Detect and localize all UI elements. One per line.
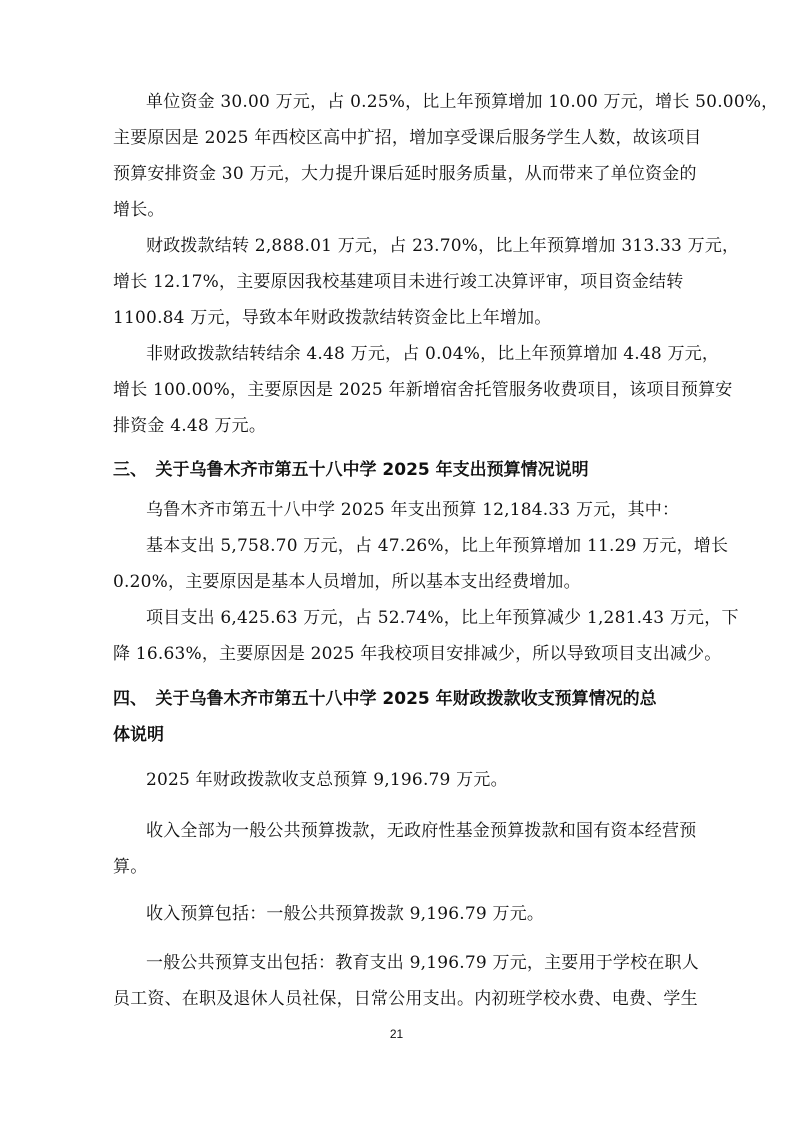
text-line: 收入预算包括：一般公共预算拨款 9,196.79 万元。 [146, 904, 545, 924]
paragraph-non-fiscal-carryover [113, 336, 733, 444]
text-line: 一般公共预算支出包括：教育支出 9,196.79 万元，主要用于学校在职人 [146, 953, 699, 973]
text-line: 增长 100.00%，主要原因是 2025 年新增宿舍托管服务收费项目，该项目预算安 [113, 380, 733, 400]
text-line: 收入全部为一般公共预算拨款，无政府性基金预算拨款和国有资本经营预 [146, 821, 697, 841]
text-line: 0.20%，主要原因是基本人员增加，所以基本支出经费增加。 [113, 572, 581, 592]
text-line: 基本支出 5,758.70 万元，占 47.26%，比上年预算增加 11.29 万元，增长 [146, 536, 729, 556]
text-line: 降 16.63%，主要原因是 2025 年我校项目安排减少，所以导致项目支出减少。 [113, 644, 722, 664]
text-line: 算。 [113, 857, 148, 877]
text-line: 预算安排资金 30 万元，大力提升课后延时服务质量，从而带来了单位资金的 [113, 164, 697, 184]
section-heading: 三、 关于乌鲁木齐市第五十八中学 2025 年支出预算情况说明 [113, 460, 589, 480]
section-4-total [113, 762, 713, 798]
text-line: 财政拨款结转 2,888.01 万元，占 23.70%，比上年预算增加 313.33 万元， [146, 236, 740, 256]
section-3-heading [113, 452, 713, 488]
text-line: 主要原因是 2025 年西校区高中扩招，增加享受课后服务学生人数，故该项目 [113, 128, 702, 148]
section-4-heading [113, 681, 713, 753]
section-4-income-note [113, 813, 713, 885]
page-number: 21 [389, 1027, 404, 1041]
paragraph-fiscal-carryover [113, 228, 740, 336]
text-line: 员工资、在职及退休人员社保，日常公用支出。内初班学校水费、电费、学生 [113, 989, 698, 1009]
section-4-expenditure [113, 945, 713, 1017]
text-line: 单位资金 30.00 万元，占 0.25%，比上年预算增加 10.00 万元，增长 50.00%， [146, 92, 779, 112]
text-line: 1100.84 万元，导致本年财政拨款结转资金比上年增加。 [113, 308, 552, 328]
text-line: 2025 年财政拨款收支总预算 9,196.79 万元。 [146, 770, 508, 790]
section-3-body [113, 492, 739, 672]
text-line: 项目支出 6,425.63 万元，占 52.74%，比上年预算减少 1,281.43 万元，下 [146, 608, 739, 628]
section-4-income-budget [113, 896, 713, 932]
text-line: 增长。 [113, 200, 165, 220]
text-line: 排资金 4.48 万元。 [113, 416, 267, 436]
text-line: 增长 12.17%，主要原因我校基建项目未进行竣工决算评审，项目资金结转 [113, 272, 684, 292]
paragraph-unit-funds [113, 84, 779, 228]
section-heading: 四、 关于乌鲁木齐市第五十八中学 2025 年财政拨款收支预算情况的总 [113, 689, 657, 709]
text-line: 非财政拨款结转结余 4.48 万元，占 0.04%，比上年预算增加 4.48 万元， [146, 344, 720, 364]
text-line: 乌鲁木齐市第五十八中学 2025 年支出预算 12,184.33 万元，其中： [146, 500, 680, 520]
section-heading: 体说明 [113, 725, 164, 745]
